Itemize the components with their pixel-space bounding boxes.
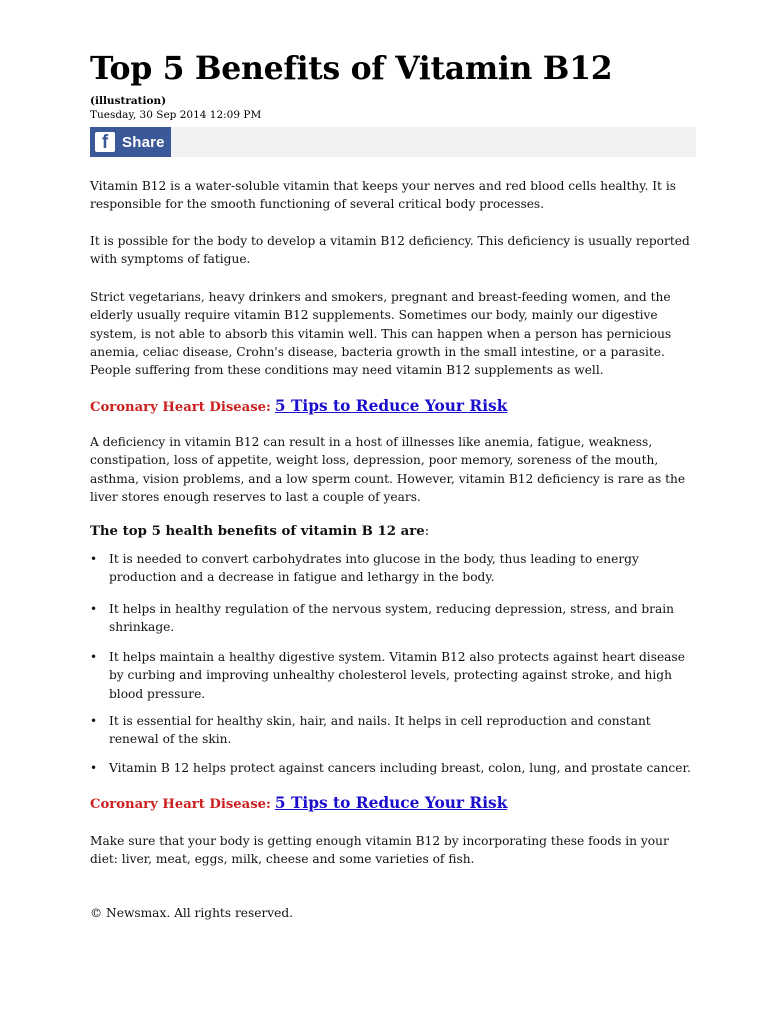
- promo-link[interactable]: 5 Tips to Reduce Your Risk: [274, 397, 508, 415]
- bullet-icon: •: [90, 761, 98, 775]
- image-caption: (illustration): [90, 95, 167, 107]
- list-heading: [90, 524, 429, 539]
- facebook-icon: f: [95, 132, 115, 152]
- article-title: Top 5 Benefits of Vitamin B12: [90, 50, 613, 87]
- bullet-icon: •: [90, 650, 98, 664]
- list-item-text: It helps maintain a healthy digestive system. Vitamin B12 also protects against heart disease by curbing and improving unhealthy cholesterol levels, protecting against stroke, and high blood pressure.: [109, 650, 685, 701]
- share-bar: [90, 127, 696, 157]
- paragraph-3: Strict vegetarians, heavy drinkers and smokers, pregnant and breast-feeding women, and the elderly usually require vitamin B12 supplements. Sometimes our body, mainly our digestive system, is not able to absorb this vitamin well. This can happen when a person has pernicious anemia, celiac disease, Crohn's disease, bacteria growth in the small intestine, or a parasite. People suffering from these conditions may need vitamin B12 supplements as well.: [90, 290, 672, 378]
- paragraph-4: A deficiency in vitamin B12 can result in a host of illnesses like anemia, fatigue, weakness, constipation, loss of appetite, weight loss, depression, poor memory, soreness of the mouth, asthma, vision problems, and a low sperm count. However, vitamin B12 deficiency is rare as the liver stores enough reserves to last a couple of years.: [90, 435, 686, 504]
- list-item-text: Vitamin B 12 helps protect against cancers including breast, colon, lung, and prostate cancer.: [109, 761, 691, 775]
- promo-label: Coronary Heart Disease:: [90, 797, 271, 812]
- list-heading-text: The top 5 health benefits of vitamin B 12 are: [90, 524, 425, 539]
- list-heading-colon: :: [424, 524, 430, 539]
- facebook-share-button[interactable]: [90, 127, 171, 157]
- bullet-icon: •: [90, 552, 98, 566]
- copyright: © Newsmax. All rights reserved.: [90, 906, 294, 920]
- dateline: Tuesday, 30 Sep 2014 12:09 PM: [90, 109, 262, 121]
- promo-line-1: [90, 396, 507, 415]
- paragraph-1: Vitamin B12 is a water-soluble vitamin that keeps your nerves and red blood cells healthy. It is responsible for the smooth functioning of several critical body processes.: [90, 179, 676, 212]
- list-item-text: It is needed to convert carbohydrates into glucose in the body, thus leading to energy production and a decrease in fatigue and lethargy in the body.: [109, 552, 639, 585]
- promo-line-2: [90, 793, 507, 812]
- bullet-icon: •: [90, 714, 98, 728]
- bullet-icon: •: [90, 602, 98, 616]
- paragraph-2: It is possible for the body to develop a vitamin B12 deficiency. This deficiency is usually reported with symptoms of fatigue.: [90, 234, 690, 267]
- list-item-text: It is essential for healthy skin, hair, and nails. It helps in cell reproduction and constant renewal of the skin.: [109, 714, 651, 747]
- list-item-text: It helps in healthy regulation of the nervous system, reducing depression, stress, and brain shrinkage.: [109, 602, 675, 635]
- paragraph-5: Make sure that your body is getting enough vitamin B12 by incorporating these foods in your diet: liver, meat, eggs, milk, cheese and some varieties of fish.: [90, 834, 669, 867]
- promo-link[interactable]: 5 Tips to Reduce Your Risk: [274, 794, 508, 812]
- promo-label: Coronary Heart Disease:: [90, 400, 271, 415]
- share-button-label: Share: [122, 133, 165, 151]
